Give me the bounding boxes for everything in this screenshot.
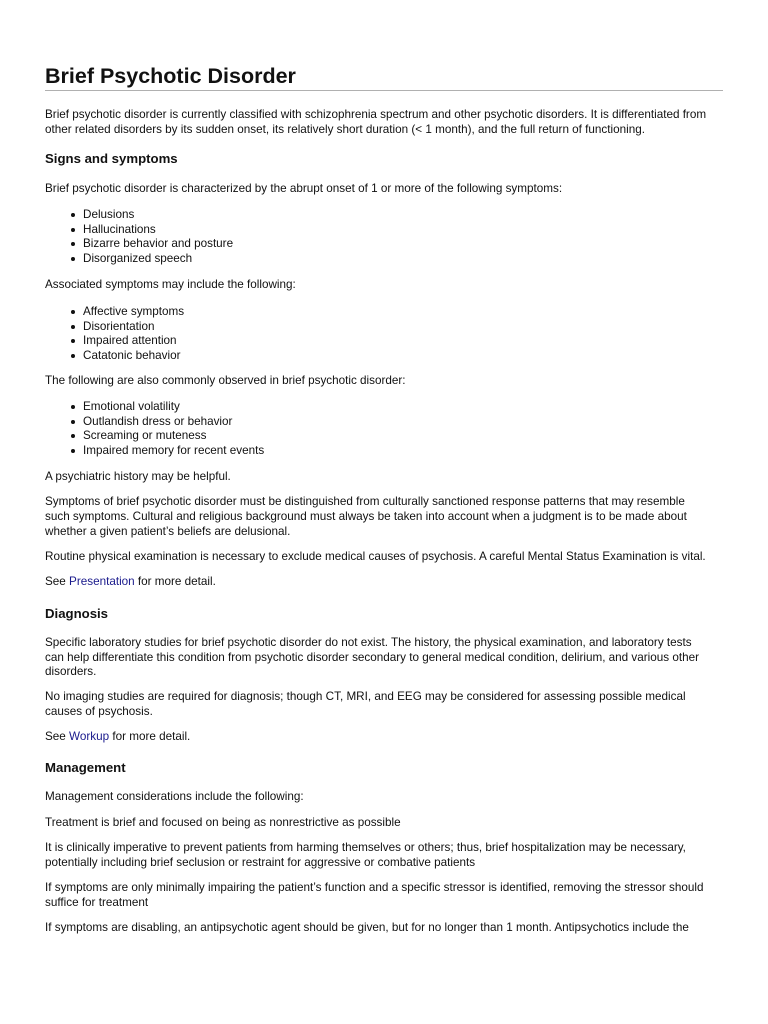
diagnosis-para1-line-3: disorders. xyxy=(45,665,97,678)
bullet-icon xyxy=(71,449,75,453)
management-para-1: Management considerations include the following: xyxy=(45,790,304,803)
intro-line-2: other related disorders by its sudden onset, its relatively short duration (< 1 month), and the full return of functioning. xyxy=(45,122,645,136)
bullet-icon xyxy=(71,420,75,424)
section-heading-diagnosis: Diagnosis xyxy=(45,606,109,621)
list-item: Bizarre behavior and posture xyxy=(70,237,233,252)
workup-link[interactable]: Workup xyxy=(69,730,110,743)
bullet-icon xyxy=(71,228,75,232)
bullet-icon xyxy=(71,242,75,246)
bullet-icon xyxy=(71,405,75,409)
title-divider xyxy=(45,90,723,91)
see-presentation-line: See Presentation for more detail. xyxy=(45,575,216,588)
signs-lead: Brief psychotic disorder is characterized by the abrupt onset of 1 or more of the following symptoms: xyxy=(45,182,563,195)
bullet-icon xyxy=(71,213,75,217)
intro-line-1: Brief psychotic disorder is currently classified with schizophrenia spectrum and other psychotic disorders. It is differentiated from xyxy=(45,108,707,121)
diagnosis-para1-line-1: Specific laboratory studies for brief psychotic disorder do not exist. The history, the physical examination, and laboratory tests xyxy=(45,636,692,649)
diagnosis-para2-line-2: causes of psychosis. xyxy=(45,704,153,718)
bullet-icon xyxy=(71,354,75,358)
list-item: Delusions xyxy=(70,208,233,223)
list-item: Hallucinations xyxy=(70,223,233,238)
observed-lead: The following are also commonly observed in brief psychotic disorder: xyxy=(45,374,406,387)
list-item: Disorientation xyxy=(70,320,184,335)
management-para4-line-2: suffice for treatment xyxy=(45,895,149,909)
routine-exam-paragraph: Routine physical examination is necessary to exclude medical causes of psychosis. A careful Mental Status Examination is vital. xyxy=(45,550,706,563)
list-item: Affective symptoms xyxy=(70,305,184,320)
list-item: Catatonic behavior xyxy=(70,349,184,364)
bullet-icon xyxy=(71,257,75,261)
symptoms-para-line-3: whether a given patient’s beliefs are delusional. xyxy=(45,525,291,538)
associated-symptom-list xyxy=(70,305,184,363)
list-item: Impaired attention xyxy=(70,334,184,349)
associated-lead: Associated symptoms may include the following: xyxy=(45,278,296,291)
bullet-icon xyxy=(71,434,75,438)
diagnosis-para2-line-1: No imaging studies are required for diagnosis; though CT, MRI, and EEG may be considered for assessing possible medical xyxy=(45,690,686,703)
section-heading-signs: Signs and symptoms xyxy=(45,151,178,166)
list-item: Outlandish dress or behavior xyxy=(70,415,264,430)
history-paragraph: A psychiatric history may be helpful. xyxy=(45,470,231,483)
list-item: Impaired memory for recent events xyxy=(70,444,264,459)
presentation-link[interactable]: Presentation xyxy=(69,575,135,588)
see-workup-line: See Workup for more detail. xyxy=(45,730,191,743)
symptom-list xyxy=(70,208,233,266)
symptoms-para-line-1: Symptoms of brief psychotic disorder must be distinguished from culturally sanctioned response patterns that may resemble xyxy=(45,495,685,508)
management-para-5: If symptoms are disabling, an antipsychotic agent should be given, but for no longer than 1 month. Antipsychotics include the xyxy=(45,921,689,934)
diagnosis-para1-line-2: can help differentiate this condition from psychotic disorder secondary to general medical condition, delirium, and various other xyxy=(45,650,699,664)
list-item: Screaming or muteness xyxy=(70,429,264,444)
bullet-icon xyxy=(71,339,75,343)
page-title: Brief Psychotic Disorder xyxy=(45,64,296,88)
list-item: Emotional volatility xyxy=(70,400,264,415)
management-para3-line-2: potentially including brief seclusion or restraint for aggressive or combative patients xyxy=(45,855,476,869)
management-para4-line-1: If symptoms are only minimally impairing the patient’s function and a specific stressor is identified, removing the stressor should xyxy=(45,881,704,894)
bullet-icon xyxy=(71,325,75,329)
management-para-2: Treatment is brief and focused on being as nonrestrictive as possible xyxy=(45,816,401,829)
section-heading-management: Management xyxy=(45,760,126,775)
list-item: Disorganized speech xyxy=(70,252,233,267)
symptoms-para-line-2: such symptoms. Cultural and religious background must always be taken into account when a judgment is to be made about xyxy=(45,510,687,523)
management-para3-line-1: It is clinically imperative to prevent patients from harming themselves or others; thus, brief hospitalization may be necessary, xyxy=(45,841,686,854)
bullet-icon xyxy=(71,310,75,314)
observed-list xyxy=(70,400,264,458)
